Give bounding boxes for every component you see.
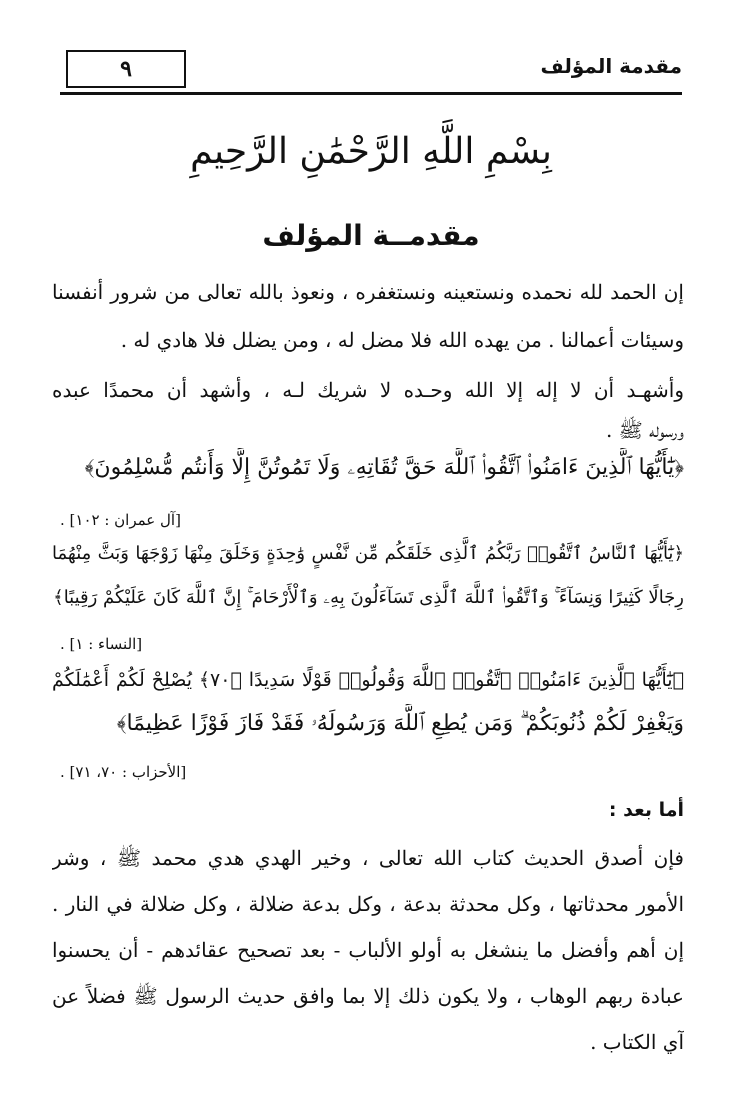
header-rule [60,92,682,95]
verse-citation: [الأحزاب : ٧٠، ٧١] . [60,763,187,781]
verse-line: ﴿يَٰٓأَيُّهَا ٱلَّذِينَ ءَامَنُوا۟ ٱتَّقُوا۟ ٱللَّهَ وَقُولُوا۟ قَوْلًا سَدِيدًا ﴿٧٠﴾ يُصْلِحْ لَكُمْ أَعْمَٰلَكُمْ [52,669,684,691]
intro-line: إن الحمد لله نحمده ونستعينه ونستغفره ، ونعوذ بالله تعالى من شرور أنفسنا [52,280,684,304]
verse-line: وَيَغْفِرْ لَكُمْ ذُنُوبَكُمْ ۗ وَمَن يُطِعِ ٱللَّهَ وَرَسُولَهُۥ فَقَدْ فَازَ فَوْزًا عَظِيمًا﴾ [116,711,684,736]
verse-citation: [آل عمران : ١٠٢] . [60,511,181,529]
basmala: بِسْمِ اللَّهِ الرَّحْمَٰنِ الرَّحِيمِ [190,131,552,172]
running-title: مقدمة المؤلف [540,54,682,78]
body-line: فإن أصدق الحديث كتاب الله تعالى ، وخير الهدي هدي محمد ﷺ ، وشر [52,846,684,870]
verse-citation: [النساء : ١] . [60,635,143,653]
section-subheading: أما بعد : [608,799,684,821]
verse-line: ﴿يَٰٓأَيُّهَا ٱلنَّاسُ ٱتَّقُوا۟ رَبَّكُمُ ٱلَّذِى خَلَقَكُم مِّن نَّفْسٍ وَٰحِدَةٍ وَخَلَقَ مِنْهَا زَوْجَهَا وَبَثَّ مِنْهُمَا [52,543,684,564]
page-number: ٩ [120,56,132,82]
intro-line: وأشهـد أن لا إله إلا الله وحـده لا شريك لـه ، وأشهد أن محمدًا عبده [52,378,684,402]
page-header [60,44,682,96]
page-number-box [66,50,186,88]
verse-line: ﴿يَٰٓأَيُّهَا ٱلَّذِينَ ءَامَنُوا۟ ٱتَّقُوا۟ ٱللَّهَ حَقَّ تُقَاتِهِۦ وَلَا تَمُوتُنَّ إِلَّا وَأَنتُم مُّسْلِمُونَ﴾ [84,455,684,480]
verse-line: رِجَالًا كَثِيرًا وَنِسَآءً ۚ وَٱتَّقُوا۟ ٱللَّهَ ٱلَّذِى تَسَآءَلُونَ بِهِۦ وَٱلْأَرْحَامَ ۚ إِنَّ ٱللَّهَ كَانَ عَلَيْكُمْ رَقِيبًا﴾ [53,587,684,608]
body-line: الأمور محدثاتها ، وكل محدثة بدعة ، وكل بدعة ضلالة ، وكل ضلالة في النار . [52,892,684,916]
body-line: آي الكتاب . [590,1030,684,1054]
chapter-title: مقدمــة المؤلف [262,219,480,252]
intro-line: ورسوله ﷺ . [605,418,684,442]
intro-line: وسيئات أعمالنا . من يهده الله فلا مضل له ، ومن يضلل فلا هادي له . [120,328,684,352]
body-line: إن أهم وأفضل ما ينشغل به أولو الألباب - بعد تصحيح عقائدهم - أن يحسنوا [52,938,684,962]
body-line: عبادة ربهم الوهاب ، ولا يكون ذلك إلا بما وافق حديث الرسول ﷺ فضلاً عن [52,984,684,1008]
